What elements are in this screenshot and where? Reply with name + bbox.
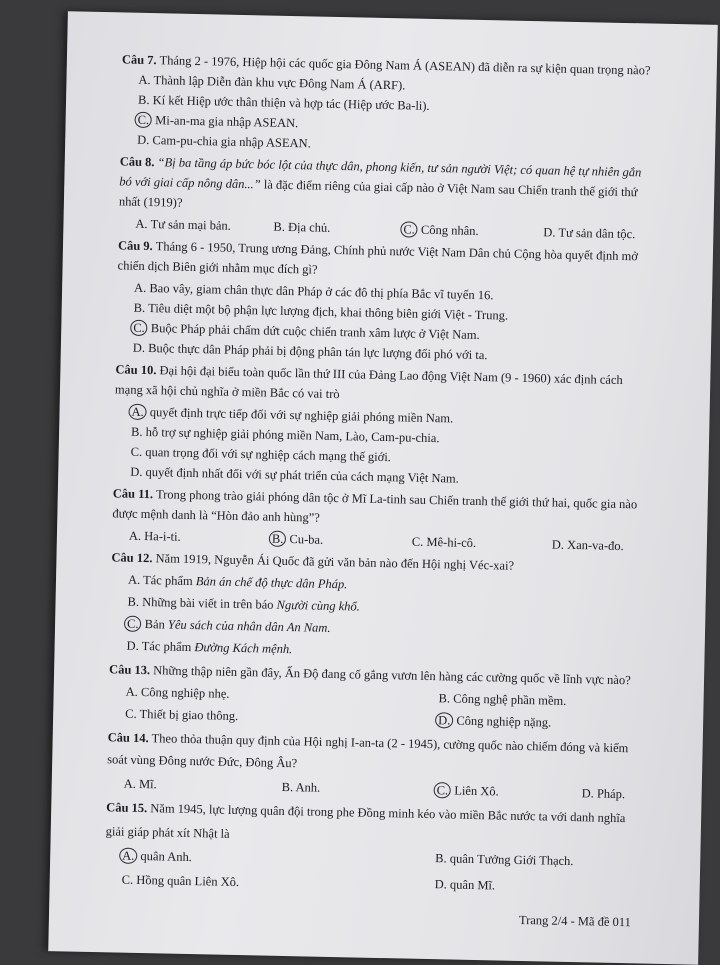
answer-option: A. Công nghiệp nhẹ.: [125, 684, 230, 701]
answer-text: Buộc Pháp phải chấm dứt cuộc chiến tranh xâm lược ở Việt Nam.: [150, 321, 480, 342]
question-text: Những thập niên gần đây, Ấn Độ đang cố gắng vươn lên hàng các cường quốc về lĩnh vực nào?: [153, 663, 631, 688]
answer-option: A. Thành lập Diễn đàn khu vực Đông Nam Á (ARF).: [138, 72, 406, 93]
answer-option: [128, 571, 348, 595]
answer-text: A. Tác phẩm: [127, 572, 196, 589]
answer-option-selected: [122, 847, 192, 867]
question-text: Năm 1919, Nguyễn Ái Quốc đã gửi văn bản nào đến Hội nghị Véc-xai?: [155, 551, 515, 573]
question-text: chiến dịch Biên giới nhằm mục đích gì?: [117, 258, 318, 277]
question-text: nhất (1919)?: [118, 194, 183, 210]
question-text: Năm 1945, lực lượng quân đội trong phe Đồng minh kéo vào miền Bắc nước ta với danh nghĩa: [150, 801, 626, 826]
answer-title: Yêu sách của nhân dân An Nam.: [167, 617, 331, 635]
answer-option: A. Tư sản mại bản.: [135, 216, 232, 233]
question-label: Câu 13.: [108, 662, 151, 678]
question-label: Câu 8.: [119, 154, 155, 170]
answer-text: Công nghiệp nặng.: [456, 713, 552, 730]
answer-option: B. Kí kết Hiệp ước thân thiện và hợp tác (Hiệp ước Ba-li).: [137, 92, 430, 113]
answer-option: C. Hồng quân Liên Xô.: [121, 872, 240, 890]
answer-option: D. quân Mĩ.: [434, 877, 496, 893]
answer-text: Mi-an-ma gia nhập ASEAN.: [155, 113, 299, 131]
page-footer: Trang 2/4 - Mã đề 011: [518, 912, 632, 930]
answer-text: quyết định trực tiếp đối với sự nghiệp giải phóng miền Nam.: [149, 405, 454, 426]
answer-letter-circled: C.: [400, 221, 418, 237]
answer-option: B. Địa chủ.: [273, 219, 331, 235]
answer-option: D. quyết định nhất đối với sự phát triển của cách mạng Việt Nam.: [130, 464, 460, 486]
answer-text: quân Anh.: [140, 849, 193, 865]
question-label: Câu 10.: [115, 362, 157, 378]
answer-option: B. Công nghệ phần mềm.: [438, 691, 567, 708]
answer-option-selected: [403, 220, 479, 241]
question-label: Câu 15.: [106, 800, 148, 816]
question-text: Tháng 6 - 1950, Trung ương Đảng, Chính phủ nước Việt Nam Dân chủ Cộng hòa quyết định mở: [155, 239, 639, 264]
answer-option: B. Anh.: [281, 779, 321, 795]
answer-title: Bản án chế độ thực dân Pháp.: [195, 574, 348, 592]
answer-option: D. Xan-va-đo.: [551, 537, 624, 554]
question-text: mạng xã hội chủ nghĩa ở miền Bắc có vai trò: [114, 382, 340, 402]
question-label: Câu 9.: [117, 238, 153, 254]
answer-option: [127, 593, 360, 617]
answer-option: C. Thiết bị giao thông.: [125, 706, 239, 724]
question-label: Câu 11.: [112, 486, 154, 502]
answer-letter-circled: C.: [124, 616, 142, 632]
answer-option-selected: [137, 111, 298, 133]
question-quote: “Bị ba tầng áp bức bóc lột của thực dân, phong kiến, tư sản người Việt; có quan hệ tự nhiên gắn: [157, 155, 642, 180]
answer-option: A. Ha-i-ti.: [128, 528, 181, 544]
answer-letter-circled: C.: [134, 112, 152, 128]
question-label: Câu 7.: [121, 52, 157, 68]
answer-option-selected: [436, 781, 498, 801]
question-text: được mệnh danh là “Hòn đảo anh hùng”?: [112, 506, 320, 525]
answer-letter-circled: C.: [130, 320, 148, 336]
answer-text: Liên Xô.: [454, 783, 499, 799]
question-text: Đại hội đại biểu toàn quốc lần thứ III của Đảng Lao động Việt Nam (9 - 1960) xác định cách: [159, 363, 623, 387]
answer-letter-circled: A.: [128, 404, 146, 420]
answer-option-selected: [127, 615, 331, 638]
answer-option-selected: [438, 711, 551, 732]
answer-option: A. Bao vây, giam chân thực dân Pháp ở các đô thị phía Bắc vĩ tuyến 16.: [133, 280, 494, 303]
answer-option: B. quân Tưởng Giới Thạch.: [435, 851, 574, 869]
answer-text: Cu-ba.: [289, 532, 324, 547]
answer-option-selected: [272, 530, 324, 550]
answer-option: A. Mĩ.: [123, 776, 157, 792]
answer-text: Bản: [144, 617, 169, 632]
answer-option: D. Pháp.: [581, 786, 626, 802]
question-quote: bó với giai cấp nông dân...”: [119, 174, 261, 192]
answer-option: D. Buộc thực dân Pháp phải bị động phân tán lực lượng đối phó với ta.: [132, 340, 488, 363]
exam-page: [48, 11, 718, 964]
answer-letter-circled: D.: [435, 712, 453, 728]
answer-option: D. Tư sản dân tộc.: [543, 225, 636, 242]
question-text: là đặc điểm riêng của giai cấp nào ở Việt Nam sau Chiến tranh thế giới thứ: [260, 177, 638, 200]
answer-option: B. hỗ trợ sự nghiệp giải phóng miền Nam, Lào, Cam-pu-chia.: [130, 424, 440, 446]
question-text: soát vùng Đông nước Đức, Đông Âu?: [107, 752, 298, 771]
question-text: giải giáp phát xít Nhật là: [105, 824, 230, 841]
answer-letter-circled: B.: [269, 531, 287, 547]
answer-text: B. Những bài viết in trên báo: [127, 594, 277, 612]
answer-text: D. Tác phẩm: [126, 638, 195, 655]
answer-option: B. Tiêu diệt một bộ phận lực lượng địch, khai thông biên giới Việt - Trung.: [133, 300, 509, 323]
answer-option: D. Cam-pu-chia gia nhập ASEAN.: [137, 132, 311, 151]
question-text: Theo thỏa thuận quy định của Hội nghị I-an-ta (2 - 1945), cường quốc nào chiếm đóng và kiểm: [151, 731, 629, 756]
answer-title: Đường Kách mệnh.: [194, 640, 293, 657]
answer-option: C. quan trọng đối với sự nghiệp cách mạng thế giới.: [130, 444, 392, 465]
question-label: Câu 12.: [111, 550, 153, 566]
answer-letter-circled: A.: [119, 848, 137, 864]
answer-letter-circled: C.: [434, 782, 452, 798]
question-text: Trong phong trào giải phóng dân tộc ở Mĩ La-tinh sau Chiến tranh thế giới thứ hai, quốc gia nào: [155, 487, 638, 512]
answer-text: Công nhân.: [420, 222, 479, 238]
answer-option: [126, 637, 292, 659]
answer-title: Người cùng khổ.: [276, 597, 361, 614]
question-text: Tháng 2 - 1976, Hiệp hội các quốc gia Đông Nam Á (ASEAN) đã diễn ra sự kiện quan trọng nào?: [159, 53, 651, 78]
question-label: Câu 14.: [107, 730, 149, 746]
answer-option: C. Mê-hi-cô.: [411, 534, 477, 550]
